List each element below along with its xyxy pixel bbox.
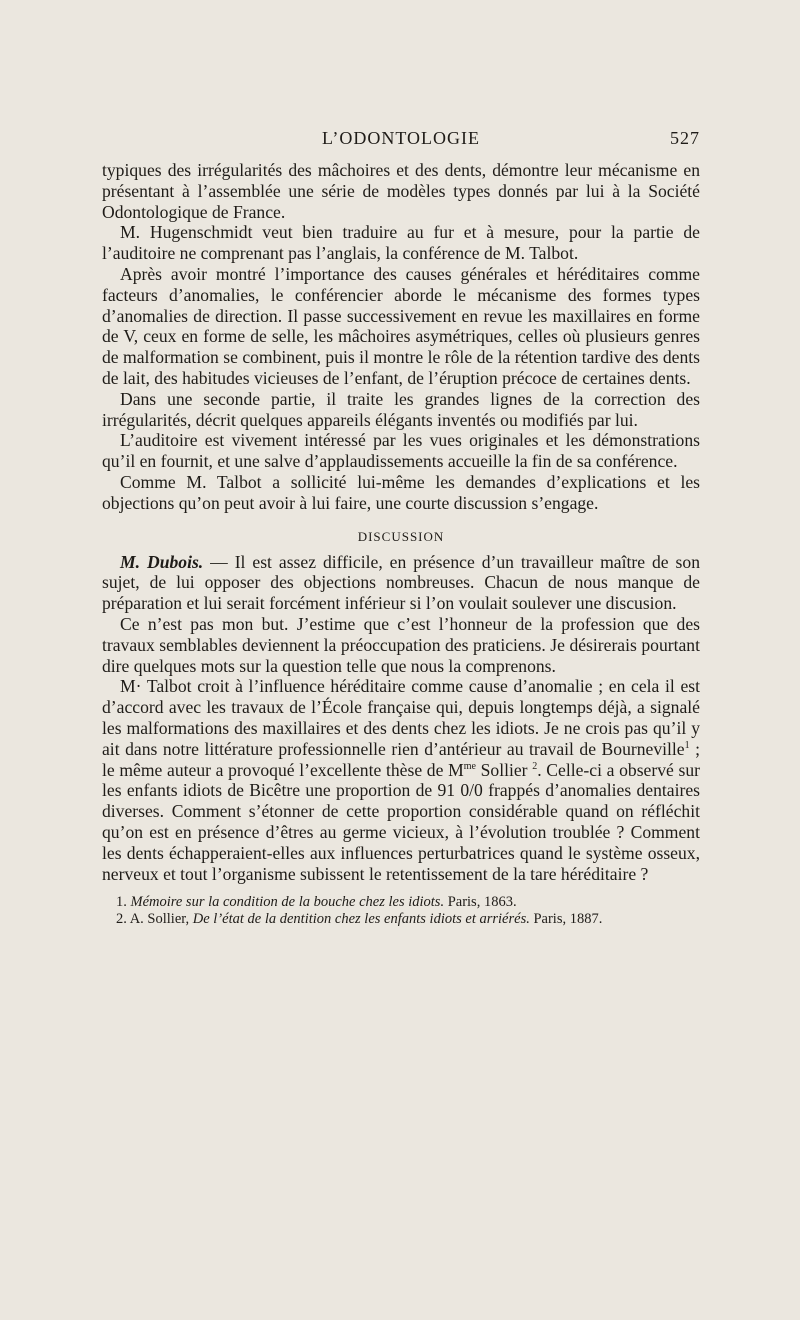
- speaker-name: M. Dubois.: [120, 551, 204, 572]
- book-page: [102, 0, 700, 1320]
- superscript-me: me: [463, 760, 476, 772]
- footnote-2-title: De l’état de la dentition chez les enfants idiots et arriérés.: [192, 911, 530, 928]
- paragraph-dubois-1: [102, 552, 700, 614]
- paragraph-dubois-3: [102, 676, 700, 884]
- footnote-2-rest: Paris, 1887.: [529, 911, 603, 928]
- footnote-1: [102, 894, 700, 911]
- paragraph-audience: L’auditoire est vivement intéressé par les vues originales et les démonstrations qu’il en fournit, et une salve d’applaudissements accueille la fin de sa conférence.: [102, 430, 700, 472]
- footnote-1-number: 1.: [116, 894, 127, 911]
- paragraph-causes: Après avoir montré l’importance des causes générales et héréditaires comme facteurs d’anomalies, le conférencier aborde le mécanisme des formes types d’anomalies de direction. Il passe successivement en revue les maxillaires en forme de V, ceux en forme de selle, les mâchoires asymétriques, celles où plusieurs genres de malformation se combinent, puis il montre le rôle de la rétention tardive des dents de lait, des habitudes vicieuses de l’enfant, de l’éruption précoce de certaines dents.: [102, 263, 700, 388]
- dubois-3-part-c: Sollier: [475, 759, 533, 780]
- footnote-2-number: 2.: [116, 911, 127, 928]
- page-number: 527: [670, 128, 700, 148]
- main-text: [102, 160, 700, 928]
- dubois-3-part-a: M· Talbot croit à l’influence héréditaire comme cause d’anomalie ; en cela il est d’accord avec les travaux de l’École française qui, depuis longtemps déjà, a signalé les malformations des maxillaires et des dents chez les idiots. Je ne crois pas qu’il y ait dans notre littérature professionnelle rien d’antérieur au travail de Bourneville: [102, 676, 700, 759]
- paragraph-dubois-2: Ce n’est pas mon but. J’estime que c’est l’honneur de la profession que des travaux semblables deviennent la préoccupation des praticiens. Je désirerais pourtant dire quelques mots sur la question telle que nous la comprenons.: [102, 613, 700, 676]
- paragraph-continuation: typiques des irrégularités des mâchoires et des dents, démontre leur mécanisme en présentant à l’assemblée une série de modèles types donnés par lui à la Société Odontologique de France.: [102, 160, 700, 222]
- footnote-1-rest: Paris, 1863.: [444, 894, 517, 911]
- footnotes: [102, 894, 700, 928]
- section-heading: DISCUSSION: [357, 528, 445, 544]
- running-title: L’ODONTOLOGIE: [322, 128, 480, 148]
- dubois-1-text: — Il est assez difficile, en présence d’un travailleur maître de son sujet, de lui opposer des objections nombreuses. Chacun de nous manque de préparation et lui serait forcément inférieur si l’on voulait soulever une discusion.: [102, 551, 700, 614]
- dubois-3-part-d: . Celle-ci a observé sur les enfants idiots de Bicêtre une proportion de 91 0/0 frappés d’anomalies dentaires diverses. Comment s’étonner de cette proportion considérable quand on réfléchit qu’on est en présence d’êtres au germe vicieux, à l’évolution troublée ? Comment les dents échapperaient-elles aux influences perturbatrices quand le système osseux, nerveux et tout l’organisme subissent le retentissement de la tare héréditaire ?: [102, 759, 700, 884]
- footnote-1-title: Mémoire sur la condition de la bouche chez les idiots.: [130, 894, 445, 911]
- footnote-ref-1: 1: [684, 739, 690, 751]
- running-header: [102, 128, 700, 154]
- footnote-ref-2: 2: [532, 760, 538, 772]
- paragraph-discussion-intro: Comme M. Talbot a sollicité lui-même les demandes d’explications et les objections qu’on peut avoir à lui faire, une courte discussion s’engage.: [102, 471, 700, 513]
- footnote-2-author: A. Sollier,: [126, 911, 193, 928]
- paragraph-hugenschmidt: M. Hugenschmidt veut bien traduire au fur et à mesure, pour la partie de l’auditoire ne comprenant pas l’anglais, la conférence de M. Talbot.: [102, 222, 700, 264]
- dubois-3-part-b: ; le même auteur a provoqué l’excellente thèse de M: [102, 738, 700, 780]
- footnote-2: [102, 911, 700, 928]
- paragraph-correction: Dans une seconde partie, il traite les grandes lignes de la correction des irrégularités, décrit quelques appareils élégants inventés ou modifiés par lui.: [102, 388, 700, 430]
